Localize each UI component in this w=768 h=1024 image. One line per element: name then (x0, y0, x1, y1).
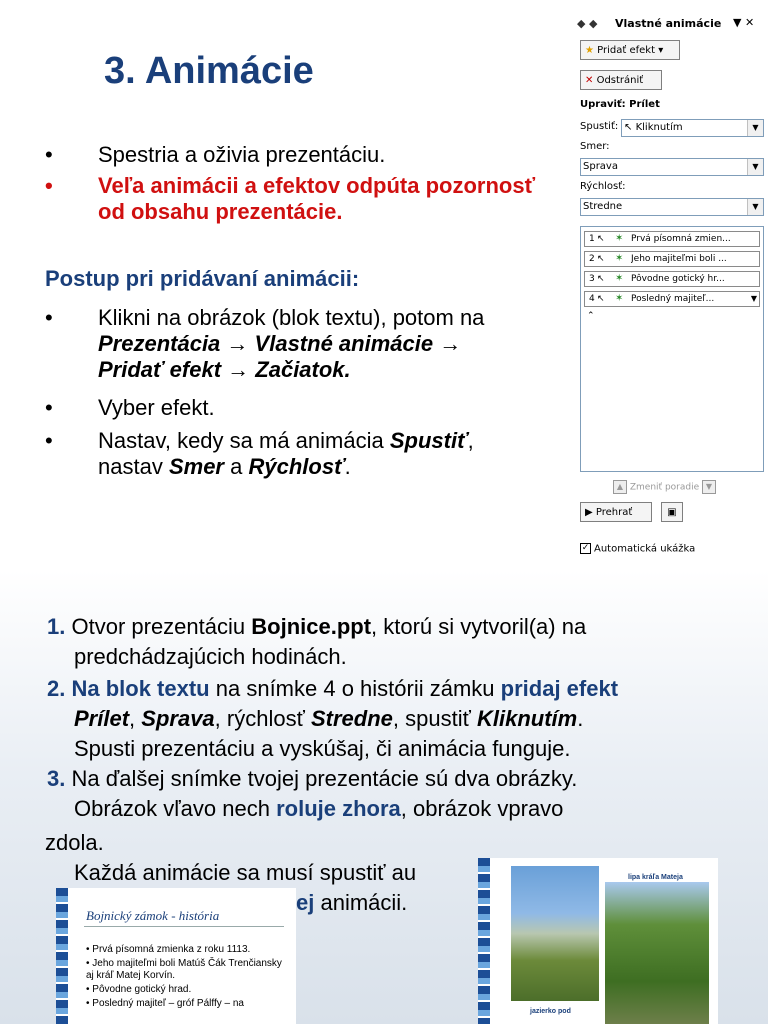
bullet-icon: • (45, 305, 53, 330)
pane-close-icon[interactable]: ▼ ✕ (733, 16, 755, 29)
play-icon: ▶ (585, 507, 593, 518)
bullet-icon: • (45, 428, 53, 453)
animation-list[interactable] (580, 226, 764, 472)
thumb-divider (84, 926, 284, 927)
thumb-item: • Jeho majiteľmi boli Matúš Čák Trenčiansky aj kráľ Matej Korvín. (86, 958, 282, 981)
mouse-icon: ↖ (597, 234, 605, 244)
tree-photo (605, 882, 709, 1024)
thumb-item: • Prvá písomná zmienka z roku 1113. (86, 944, 251, 955)
task-3-end: ej animácii. (296, 890, 408, 915)
effect-icon: ✶ (615, 293, 624, 304)
direction-label: Smer: (580, 141, 610, 152)
task-2: 2. Na blok textu na snímke 4 o histórii zámku pridaj efekt Prílet, Sprava, rýchlosť Stredne, spustiť Kliknutím. Spusti prezentáciu a vyskúšaj, či animácia funguje. (47, 676, 619, 761)
autopreview-checkbox[interactable]: ✓ Automatická ukážka (581, 543, 696, 555)
caption-bottom: jazierko pod (530, 1008, 571, 1015)
bullet-icon: • (45, 142, 53, 167)
pane-title: Vlastné animácie (615, 17, 722, 30)
mouse-icon: ↖ (597, 294, 605, 304)
custom-animation-pane (573, 10, 768, 562)
list-item[interactable]: 3 ↖ ✶ Pôvodne gotický hr... (584, 271, 760, 287)
bullet-text-1: Spestria a oživia prezentáciu. (98, 142, 386, 167)
chevron-down-icon[interactable]: ▼ (747, 199, 763, 215)
speed-label: Rýchlosť: (580, 181, 626, 192)
task-3: 3. Na ďalšej snímke tvojej prezentácie sú dva obrázky. Obrázok vľavo nech roluje zhora, obrázok vpravo (47, 766, 578, 821)
slide-decor-strip (478, 858, 490, 1024)
list-item[interactable]: 2 ↖ ✶ Jeho majiteľmi boli ... (584, 251, 760, 267)
mouse-icon: ↖ (597, 274, 605, 284)
star-icon: ★ (585, 45, 594, 56)
chevron-down-icon[interactable]: ▼ (747, 159, 763, 175)
bullet-icon: • (45, 395, 53, 420)
subheading: Postup pri pridávaní animácii: (45, 266, 360, 291)
add-effect-button[interactable]: ★ Pridať efekt ▾ (580, 40, 680, 60)
list-item[interactable]: 4 ↖ ✶ Posledný majiteľ... ▼ (584, 291, 760, 307)
mouse-icon: ↖ (624, 122, 633, 133)
slide-thumbnail-history (56, 888, 296, 1024)
back-forward-icon[interactable]: ◆ ◆ (577, 17, 598, 30)
checkbox-icon: ✓ (581, 543, 590, 553)
effect-icon: ✶ (615, 273, 624, 284)
thumb-item: • Posledný majiteľ – gróf Pálffy – na (86, 998, 244, 1009)
slideshow-icon: ▣ (667, 507, 677, 518)
edit-label: Upraviť: Prílet (580, 99, 660, 110)
list-item[interactable]: 1 ↖ ✶ Prvá písomná zmien... (584, 231, 760, 247)
caption-top: lipa kráľa Mateja (628, 874, 683, 881)
bullet-text-2: Veľa animácii a efektov odpúta pozornosť od obsahu prezentácie. (98, 173, 536, 224)
slideshow-button[interactable] (661, 502, 683, 522)
slide-title: 3. Animácie (104, 50, 314, 92)
step-3: Nastav, kedy sa má animácia Spustiť, nastav Smer a Rýchlosť. (98, 428, 474, 479)
slide-decor-strip (56, 888, 68, 1024)
chevron-down-icon[interactable]: ▼ (747, 120, 763, 136)
thumb-title: Bojnický zámok - história (86, 908, 220, 923)
castle-photo (511, 866, 599, 1001)
expand-icon[interactable]: ⌃ (587, 311, 595, 321)
task-3-auto: Každá animácie sa musí spustiť au (74, 860, 417, 885)
start-label: Spustiť: (580, 121, 619, 132)
arrow-down-icon[interactable]: ▼ (702, 480, 716, 494)
bullet-icon: • (45, 173, 53, 198)
effect-icon: ✶ (615, 233, 624, 244)
remove-button[interactable]: ✕ Odstrániť (580, 70, 662, 90)
pane-header (573, 14, 768, 32)
arrow-up-icon[interactable]: ▲ (613, 480, 627, 494)
start-select[interactable]: ↖ Kliknutím ▼ (621, 119, 764, 137)
chevron-down-icon[interactable]: ▼ (750, 294, 757, 303)
reorder-control: ▲ Zmeniť poradie ▼ (613, 480, 716, 494)
thumb-item: • Pôvodne gotický hrad. (86, 984, 192, 995)
step-2: Vyber efekt. (98, 395, 215, 420)
direction-select[interactable]: Sprava ▼ (580, 158, 764, 176)
effect-icon: ✶ (615, 253, 624, 264)
step-1: Klikni na obrázok (blok textu), potom na Prezentácia → Vlastné animácie → Pridať efekt → Začiatok. (98, 305, 485, 382)
task-1: 1. Otvor prezentáciu Bojnice.ppt, ktorú si vytvoril(a) na predchádzajúcich hodinách. (47, 614, 587, 669)
remove-icon: ✕ (585, 75, 594, 86)
play-button[interactable]: ▶ Prehrať (580, 502, 652, 522)
task-3-cont: zdola. (45, 830, 104, 855)
slide-thumbnail-photos (478, 858, 718, 1024)
mouse-icon: ↖ (597, 254, 605, 264)
speed-select[interactable]: Stredne ▼ (580, 198, 764, 216)
